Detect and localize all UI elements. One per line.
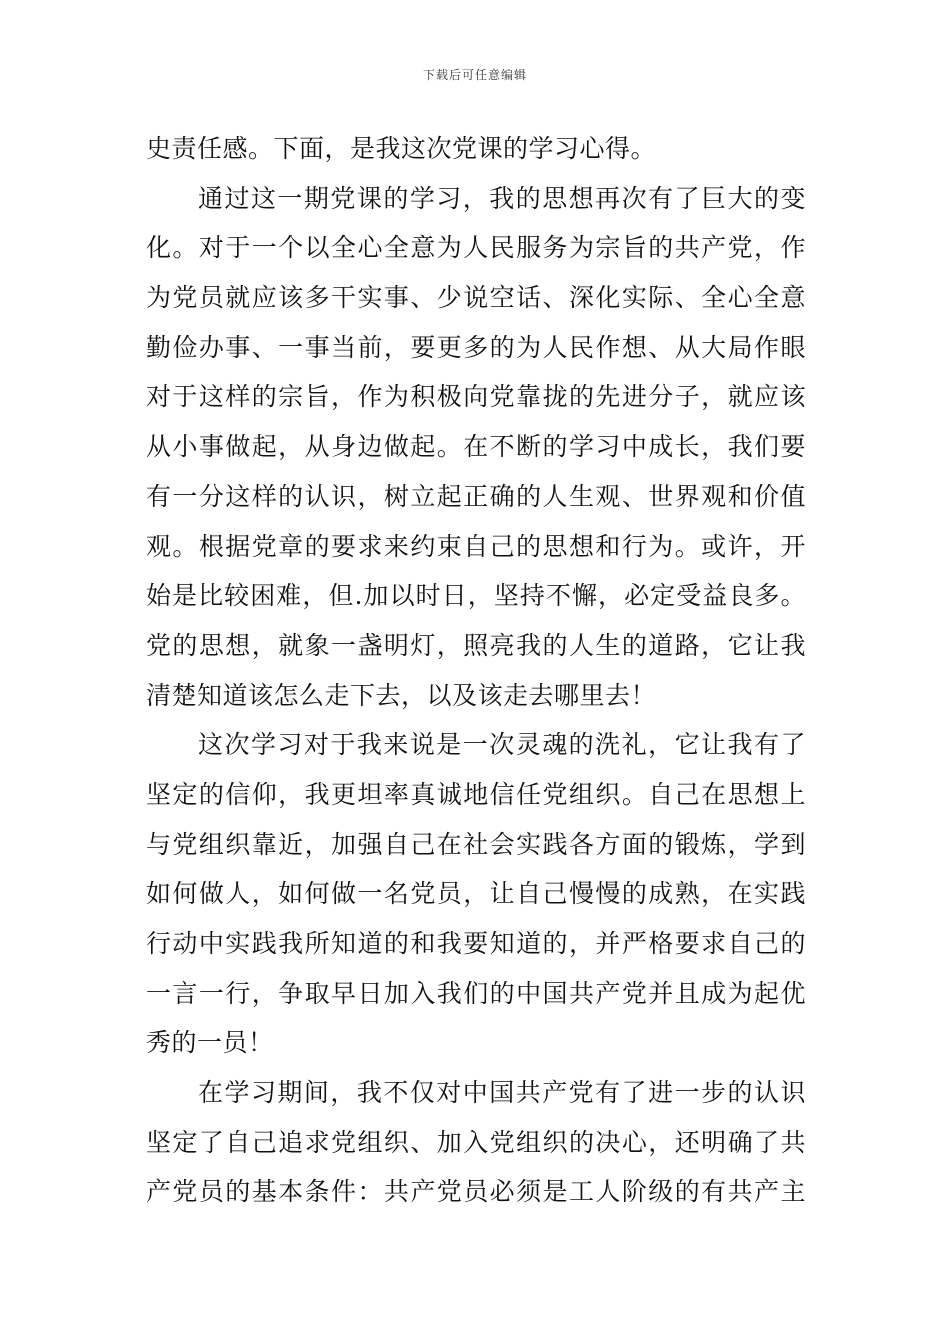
text-line: 史责任感。下面，是我这次党课的学习心得。 <box>146 134 657 163</box>
text-line: 产党员的基本条件：共产党员必须是工人阶级的有共产主 <box>146 1177 806 1207</box>
text-line: 这次学习对于我来说是一次灵魂的洗礼，它让我有了 <box>198 730 806 760</box>
download-note: 下载后可任意编辑 <box>422 68 527 82</box>
text-line: 清楚知道该怎么走下去，以及该走去哪里去！ <box>146 680 657 710</box>
text-line: 秀的一员！ <box>146 1028 274 1058</box>
text-line: 行动中实践我所知道的和我要知道的，并严格要求自己的 <box>146 929 806 958</box>
text-line: 对于这样的宗旨，作为积极向党靠拢的先进分子，就应该 <box>146 382 806 412</box>
text-line: 通过这一期党课的学习，我的思想再次有了巨大的变 <box>198 183 806 213</box>
text-line: 在学习期间，我不仅对中国共产党有了进一步的认识 <box>198 1078 806 1108</box>
text-line: 从小事做起，从身边做起。在不断的学习中成长，我们要 <box>146 432 806 462</box>
text-line: 有一分这样的认识，树立起正确的人生观、世界观和价值 <box>146 481 806 511</box>
text-line: 如何做人，如何做一名党员，让自己慢慢的成熟，在实践 <box>146 879 806 909</box>
text-line: 为党员就应该多干实事、少说空话、深化实际、全心全意 <box>146 283 806 313</box>
text-line: 坚定的信仰，我更坦率真诚地信任党组织。自己在思想上 <box>146 779 806 809</box>
text-line: 始是比较困难，但.加以时日，坚持不懈，必定受益良多。 <box>146 581 806 611</box>
document-body <box>146 124 806 1217</box>
text-line: 与党组织靠近，加强自己在社会实践各方面的锻炼，学到 <box>146 829 806 859</box>
text-line: 化。对于一个以全心全意为人民服务为宗旨的共产党，作 <box>146 233 806 263</box>
text-line: 勤俭办事、一事当前，要更多的为人民作想、从大局作眼 <box>146 332 806 362</box>
text-line: 观。根据党章的要求来约束自己的思想和行为。或许，开 <box>146 531 806 561</box>
text-line: 一言一行，争取早日加入我们的中国共产党并且成为起优 <box>146 978 806 1008</box>
text-line: 党的思想，就象一盏明灯，照亮我的人生的道路，它让我 <box>146 630 806 660</box>
text-line: 坚定了自己追求党组织、加入党组织的决心，还明确了共 <box>146 1127 806 1157</box>
